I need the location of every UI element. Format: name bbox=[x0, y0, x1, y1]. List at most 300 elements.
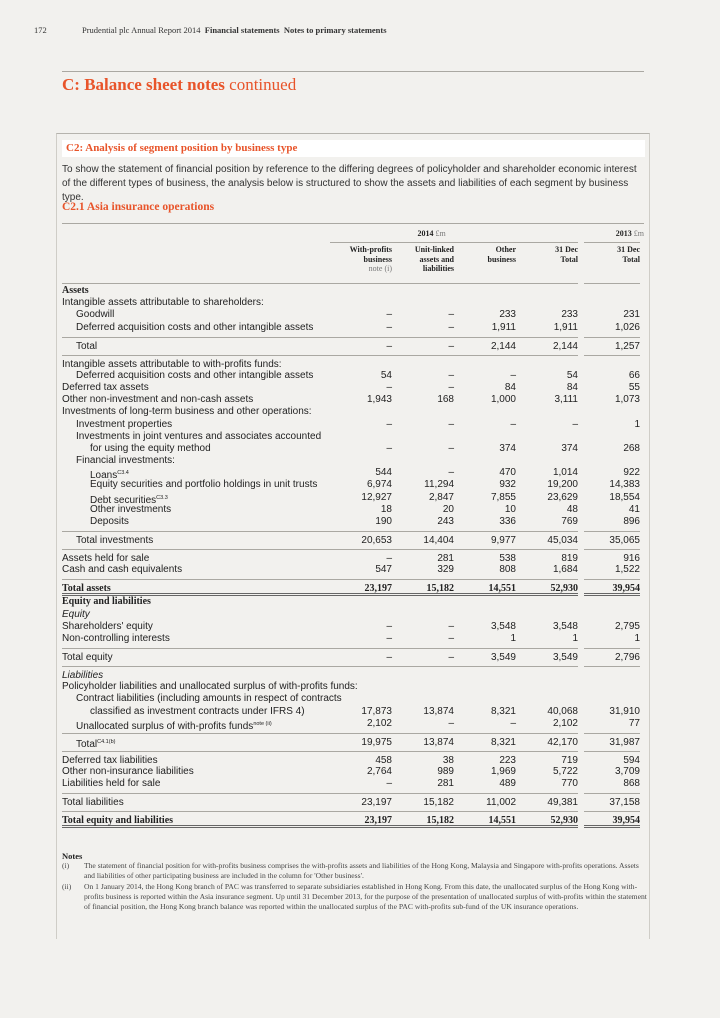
row-value: 3,548 bbox=[490, 620, 516, 632]
row-value: 544 bbox=[375, 467, 392, 479]
publication: Prudential plc Annual Report 2014 bbox=[82, 25, 201, 35]
row-value: 2,144 bbox=[454, 337, 516, 352]
row-value: 1,257 bbox=[584, 337, 640, 352]
row-value: 922 bbox=[623, 467, 640, 479]
row-value bbox=[330, 355, 392, 370]
row-label: Unallocated surplus of with-profits funds$^{note (ii)}$ bbox=[76, 720, 272, 732]
row-value: 7,855 bbox=[490, 491, 516, 503]
row-value: 770 bbox=[561, 778, 578, 790]
table-row bbox=[62, 609, 644, 621]
row-value bbox=[584, 431, 640, 443]
row-value: 15,182 bbox=[392, 793, 454, 808]
row-value: 3,549 bbox=[516, 648, 578, 663]
row-value: 52,930 bbox=[516, 811, 578, 828]
row-value bbox=[516, 455, 578, 467]
table-row bbox=[62, 516, 644, 528]
row-label: Total equity bbox=[62, 648, 330, 663]
row-value: 1 bbox=[572, 632, 578, 644]
table-row bbox=[62, 479, 644, 491]
row-value: – bbox=[448, 620, 454, 632]
row-value: 14,383 bbox=[609, 479, 640, 491]
table-row bbox=[62, 733, 644, 748]
row-value: 374 bbox=[499, 442, 516, 454]
row-value bbox=[330, 406, 392, 418]
row-value bbox=[330, 693, 392, 705]
table-row bbox=[62, 766, 644, 778]
row-value: 55 bbox=[628, 381, 640, 393]
row-value bbox=[584, 406, 640, 418]
row-label: Total assets bbox=[62, 579, 330, 596]
cross-reference: note (ii) bbox=[253, 720, 272, 727]
row-label: Deferred acquisition costs and other intangible assets bbox=[76, 369, 314, 381]
row-value: 54 bbox=[380, 369, 392, 381]
row-value: 989 bbox=[437, 765, 454, 777]
row-value: 39,954 bbox=[584, 811, 640, 828]
cross-reference: C4.1(b) bbox=[97, 738, 116, 745]
row-value: 1,000 bbox=[490, 394, 516, 406]
row-value: 868 bbox=[623, 778, 640, 790]
row-label: Deposits bbox=[90, 516, 129, 527]
row-value: 281 bbox=[392, 549, 454, 564]
row-value: 77 bbox=[628, 717, 640, 729]
row-value bbox=[392, 431, 454, 443]
row-value bbox=[454, 455, 516, 467]
row-value bbox=[454, 693, 516, 705]
row-value: 66 bbox=[628, 369, 640, 381]
row-value bbox=[516, 693, 578, 705]
row-label: Equity and liabilities bbox=[62, 596, 151, 608]
row-label: Investments of long-term business and other operations: bbox=[62, 406, 312, 418]
row-value bbox=[392, 285, 454, 297]
row-value: 17,873 bbox=[361, 705, 392, 717]
row-value: 6,974 bbox=[366, 479, 392, 491]
row-value bbox=[516, 431, 578, 443]
row-value: 9,977 bbox=[454, 531, 516, 546]
table-row bbox=[62, 564, 644, 576]
page-title bbox=[62, 75, 296, 95]
row-value: 19,200 bbox=[547, 479, 578, 491]
row-value: 52,930 bbox=[516, 579, 578, 596]
table-row bbox=[62, 648, 644, 663]
row-value: 1 bbox=[510, 632, 516, 644]
row-value bbox=[330, 285, 392, 297]
row-label: Equity bbox=[62, 608, 90, 620]
row-value: 37,158 bbox=[584, 793, 640, 808]
row-value: 594 bbox=[584, 751, 640, 766]
row-value: – bbox=[572, 418, 578, 430]
row-value: 1,522 bbox=[614, 564, 640, 576]
title-light: continued bbox=[224, 75, 297, 94]
row-value: 2,764 bbox=[366, 765, 392, 777]
row-value: 14,551 bbox=[454, 811, 516, 828]
row-value: 8,321 bbox=[454, 733, 516, 748]
row-value bbox=[392, 297, 454, 309]
row-label: Liabilities bbox=[62, 666, 330, 681]
row-value bbox=[392, 681, 454, 693]
table-row bbox=[62, 443, 644, 455]
note-item: (i) The statement of financial position for with-profits business comprises the with-profits assets and liabilities of the Hong Kong, Malaysia and Singapore with-profits operations. Assets and liabilities of other participating business are included in the column for 'Other business'. bbox=[62, 861, 639, 881]
row-label: classified as investment contracts under IFRS 4) bbox=[90, 705, 305, 717]
row-label: Deferred acquisition costs and other intangible assets bbox=[76, 321, 314, 333]
row-value: 84 bbox=[504, 381, 516, 393]
table-row bbox=[62, 355, 644, 370]
row-value: – bbox=[510, 717, 516, 729]
row-value: 1,911 bbox=[491, 321, 516, 333]
row-value: 1,969 bbox=[490, 765, 516, 777]
table-row bbox=[62, 793, 644, 808]
row-value: – bbox=[448, 418, 454, 430]
row-value: 281 bbox=[437, 778, 454, 790]
row-label: Total investments bbox=[62, 531, 330, 546]
row-label: Equity securities and portfolio holdings in unit trusts bbox=[90, 479, 318, 491]
row-value: – bbox=[448, 321, 454, 333]
row-value: 31,987 bbox=[584, 733, 640, 748]
row-value: 19,975 bbox=[330, 733, 392, 748]
row-value: 916 bbox=[584, 549, 640, 564]
row-value: 20,653 bbox=[330, 531, 392, 546]
row-value: – bbox=[448, 717, 454, 729]
row-value bbox=[516, 681, 578, 693]
row-value: 12,927 bbox=[361, 491, 392, 503]
row-value bbox=[454, 431, 516, 443]
column-header: 31 Dec Total bbox=[516, 242, 578, 284]
row-value bbox=[392, 609, 454, 621]
row-value bbox=[584, 297, 640, 309]
row-value: 23,197 bbox=[330, 793, 392, 808]
row-value bbox=[584, 596, 640, 608]
row-value: 11,002 bbox=[454, 793, 516, 808]
row-value: 48 bbox=[566, 503, 578, 515]
row-value bbox=[584, 666, 640, 681]
row-value: – bbox=[386, 442, 392, 454]
row-value: 84 bbox=[566, 381, 578, 393]
row-value: 231 bbox=[623, 309, 640, 321]
row-value bbox=[454, 285, 516, 297]
row-value: 3,709 bbox=[614, 765, 640, 777]
row-label: Total liabilities bbox=[62, 793, 330, 808]
table-row bbox=[62, 406, 644, 418]
row-value: 23,197 bbox=[330, 579, 392, 596]
row-value bbox=[392, 596, 454, 608]
column-header: With-profits business note (i) bbox=[330, 242, 392, 284]
row-label: Investment properties bbox=[76, 418, 173, 430]
row-label: Other non-investment and non-cash assets bbox=[62, 394, 254, 406]
table-row bbox=[62, 467, 644, 482]
row-label: Intangible assets attributable to shareholders: bbox=[62, 297, 264, 309]
row-value: 42,170 bbox=[516, 733, 578, 748]
note-item: (ii) On 1 January 2014, the Hong Kong branch of PAC was transferred to separate subsidiaries established in Hong Kong. From this date, the unallocated surplus of the Hong Kong with-profits business is reported within the Asia insurance segment. Up until 31 December 2013, for the purpose of the presentation of unallocated surplus of with-profits within the statement of financial position, the Hong Kong branch balance was reported within the unallocated surplus of the PAC with-profits sub-fund of the UK insurance operations. bbox=[62, 881, 647, 912]
row-value bbox=[454, 406, 516, 418]
row-value: 233 bbox=[561, 309, 578, 321]
row-value: 49,381 bbox=[516, 793, 578, 808]
row-label: Contract liabilities (including amounts in respect of contracts bbox=[76, 693, 342, 705]
c2-heading: C2: Analysis of segment position by business type bbox=[62, 140, 645, 157]
table-row bbox=[62, 596, 644, 608]
row-value: 1 bbox=[634, 632, 640, 644]
row-value: 8,321 bbox=[490, 705, 516, 717]
row-value: 41 bbox=[628, 503, 640, 515]
table-row bbox=[62, 504, 644, 516]
row-label: Liabilities held for sale bbox=[62, 778, 161, 790]
table-row bbox=[62, 285, 644, 297]
row-label: Deferred tax assets bbox=[62, 381, 149, 393]
row-value bbox=[516, 297, 578, 309]
row-value: 54 bbox=[566, 369, 578, 381]
row-value: 15,182 bbox=[392, 811, 454, 828]
year-2014-header: 2014 £m bbox=[417, 228, 446, 238]
row-value: 374 bbox=[561, 442, 578, 454]
row-label: Total bbox=[62, 337, 330, 352]
running-header bbox=[34, 25, 387, 35]
row-value: 336 bbox=[499, 516, 516, 527]
row-value bbox=[392, 666, 454, 681]
table-row bbox=[62, 693, 644, 705]
table-header bbox=[62, 223, 644, 284]
row-value: 2,795 bbox=[614, 620, 640, 632]
row-value: – bbox=[386, 418, 392, 430]
row-value: 18 bbox=[380, 503, 392, 515]
row-value: 31,910 bbox=[609, 705, 640, 717]
row-value: 1 bbox=[634, 418, 640, 430]
row-label: Investments in joint ventures and associates accounted bbox=[76, 430, 322, 442]
row-value: – bbox=[392, 648, 454, 663]
row-label: Non-controlling interests bbox=[62, 632, 170, 644]
balance-sheet-table bbox=[62, 285, 644, 828]
row-value: – bbox=[448, 369, 454, 381]
row-label: Loans$^{C3.4}$ bbox=[90, 470, 129, 482]
row-value bbox=[454, 355, 516, 370]
row-value: 1,943 bbox=[366, 394, 392, 406]
row-value bbox=[454, 666, 516, 681]
subheading: C2.1 Asia insurance operations bbox=[62, 201, 215, 213]
table-row bbox=[62, 394, 644, 406]
notes-title: Notes bbox=[62, 851, 83, 861]
row-value bbox=[454, 609, 516, 621]
row-value: 14,404 bbox=[392, 531, 454, 546]
table-row bbox=[62, 531, 644, 546]
row-value: 470 bbox=[499, 467, 516, 479]
row-label: Intangible assets attributable to with-profits funds: bbox=[62, 355, 330, 370]
table-row bbox=[62, 751, 644, 766]
row-value: 223 bbox=[454, 751, 516, 766]
row-value: 1,014 bbox=[552, 467, 578, 479]
table-row bbox=[62, 621, 644, 633]
row-value: 11,294 bbox=[424, 479, 454, 491]
row-value: 14,551 bbox=[454, 579, 516, 596]
row-value: 458 bbox=[330, 751, 392, 766]
row-value: 5,722 bbox=[552, 765, 578, 777]
row-value: 23,629 bbox=[547, 491, 578, 503]
section: Financial statements bbox=[204, 25, 280, 35]
row-value: – bbox=[386, 309, 392, 321]
row-label: Other investments bbox=[90, 503, 172, 515]
row-value bbox=[584, 285, 640, 297]
row-value: 3,548 bbox=[552, 620, 578, 632]
table-row bbox=[62, 579, 644, 596]
row-value bbox=[516, 596, 578, 608]
row-value bbox=[330, 681, 392, 693]
row-value bbox=[392, 693, 454, 705]
row-value: 769 bbox=[561, 516, 578, 527]
table-row bbox=[62, 666, 644, 681]
row-value: – bbox=[510, 418, 516, 430]
row-value: 20 bbox=[442, 503, 454, 515]
row-value: – bbox=[386, 632, 392, 644]
row-value bbox=[392, 355, 454, 370]
row-value: – bbox=[448, 309, 454, 321]
row-label: Goodwill bbox=[76, 309, 115, 321]
row-value: 896 bbox=[623, 516, 640, 527]
table-row bbox=[62, 382, 644, 394]
row-value: 45,034 bbox=[516, 531, 578, 546]
row-value: 719 bbox=[516, 751, 578, 766]
row-value: – bbox=[330, 549, 392, 564]
row-value: 932 bbox=[499, 479, 516, 491]
row-value bbox=[330, 455, 392, 467]
row-value bbox=[516, 666, 578, 681]
row-value: 2,796 bbox=[584, 648, 640, 663]
row-value bbox=[584, 455, 640, 467]
row-value bbox=[516, 355, 578, 370]
row-value: 40,068 bbox=[547, 705, 578, 717]
row-value: 2,102 bbox=[552, 717, 578, 729]
row-value: 13,874 bbox=[392, 733, 454, 748]
table-row bbox=[62, 309, 644, 321]
row-value: – bbox=[510, 369, 516, 381]
row-value: – bbox=[392, 337, 454, 352]
row-value: 190 bbox=[375, 516, 392, 527]
table-row bbox=[62, 778, 644, 790]
row-value: 329 bbox=[437, 564, 454, 576]
row-value: 10 bbox=[504, 503, 516, 515]
table-row bbox=[62, 549, 644, 564]
row-label: for using the equity method bbox=[90, 442, 211, 454]
title-bold: C: Balance sheet notes bbox=[62, 75, 225, 94]
intro-paragraph: To show the statement of financial position by reference to the differing degrees of policyholder and shareholder economic interest of the different types of business, the analysis below is structured to show the assets and liabilities of each segment by business type. bbox=[62, 164, 637, 203]
table-row bbox=[62, 322, 644, 334]
row-value: 489 bbox=[499, 778, 516, 790]
row-value bbox=[454, 297, 516, 309]
row-label: Assets held for sale bbox=[62, 549, 330, 564]
table-row bbox=[62, 492, 644, 504]
table-row bbox=[62, 706, 644, 718]
row-value: 38 bbox=[392, 751, 454, 766]
row-value bbox=[516, 285, 578, 297]
row-value: 23,197 bbox=[330, 811, 392, 828]
row-label: Shareholders' equity bbox=[62, 620, 153, 632]
row-value bbox=[454, 596, 516, 608]
column-header: Unit-linked assets and liabilities bbox=[392, 242, 454, 284]
year-2013-header: 2013 £m bbox=[615, 228, 644, 238]
row-value: 1,026 bbox=[614, 321, 640, 333]
row-value: 2,144 bbox=[516, 337, 578, 352]
row-value: – bbox=[448, 632, 454, 644]
row-value: 35,065 bbox=[584, 531, 640, 546]
row-value bbox=[454, 681, 516, 693]
row-value: – bbox=[448, 467, 454, 479]
page-number: 172 bbox=[34, 25, 47, 35]
subsection: Notes to primary statements bbox=[283, 25, 387, 35]
row-value: 268 bbox=[623, 442, 640, 454]
row-label: Total$^{C4.1(b)}$ bbox=[62, 733, 330, 748]
table-row bbox=[62, 633, 644, 645]
row-value: 538 bbox=[454, 549, 516, 564]
row-value bbox=[330, 609, 392, 621]
table-row bbox=[62, 431, 644, 443]
row-value: 39,954 bbox=[584, 579, 640, 596]
cross-reference: C3.4 bbox=[117, 470, 129, 477]
row-value: – bbox=[330, 648, 392, 663]
row-label: Financial investments: bbox=[76, 455, 175, 467]
row-value: 18,554 bbox=[609, 491, 640, 503]
row-label: Cash and cash equivalents bbox=[62, 564, 183, 576]
row-value bbox=[584, 355, 640, 370]
row-value: 3,111 bbox=[554, 394, 578, 406]
table-row bbox=[62, 419, 644, 431]
row-value: – bbox=[330, 337, 392, 352]
row-value bbox=[516, 406, 578, 418]
row-value bbox=[516, 609, 578, 621]
row-value: 819 bbox=[516, 549, 578, 564]
row-label: Other non-insurance liabilities bbox=[62, 765, 194, 777]
table-row bbox=[62, 297, 644, 309]
column-header: 31 Dec Total bbox=[584, 242, 640, 284]
row-value bbox=[392, 406, 454, 418]
row-value: 13,874 bbox=[423, 705, 454, 717]
row-label: Total equity and liabilities bbox=[62, 811, 330, 828]
row-value: – bbox=[448, 442, 454, 454]
row-value bbox=[392, 455, 454, 467]
row-value bbox=[584, 693, 640, 705]
row-value bbox=[584, 681, 640, 693]
table-row bbox=[62, 718, 644, 730]
row-value: 15,182 bbox=[392, 579, 454, 596]
row-value: 808 bbox=[499, 564, 516, 576]
row-value bbox=[584, 609, 640, 621]
row-value: 243 bbox=[437, 516, 454, 527]
table-row bbox=[62, 811, 644, 828]
row-value: – bbox=[386, 620, 392, 632]
notes bbox=[62, 851, 647, 912]
table-row bbox=[62, 681, 644, 693]
row-value: 168 bbox=[437, 394, 454, 406]
column-header: Other business bbox=[454, 242, 516, 284]
table-row bbox=[62, 455, 644, 467]
table-row bbox=[62, 370, 644, 382]
row-value: 2,847 bbox=[428, 491, 454, 503]
row-value bbox=[330, 297, 392, 309]
row-value: 3,549 bbox=[454, 648, 516, 663]
row-value: 547 bbox=[375, 564, 392, 576]
row-value: – bbox=[386, 778, 392, 790]
row-label: Deferred tax liabilities bbox=[62, 751, 330, 766]
row-value bbox=[330, 666, 392, 681]
row-label: Assets bbox=[62, 285, 89, 296]
row-label: Debt securities$^{C3.3}$ bbox=[90, 494, 168, 506]
row-value: – bbox=[386, 321, 392, 333]
row-value: 2,102 bbox=[366, 717, 392, 729]
row-value: 1,911 bbox=[553, 321, 578, 333]
row-label: Policyholder liabilities and unallocated surplus of with-profits funds: bbox=[62, 681, 358, 693]
row-value bbox=[330, 431, 392, 443]
table-row bbox=[62, 337, 644, 352]
cross-reference: C3.3 bbox=[156, 494, 168, 501]
row-value bbox=[330, 596, 392, 608]
divider bbox=[62, 71, 644, 72]
row-value: 1,684 bbox=[552, 564, 578, 576]
row-value: – bbox=[448, 381, 454, 393]
row-value: 233 bbox=[499, 309, 516, 321]
